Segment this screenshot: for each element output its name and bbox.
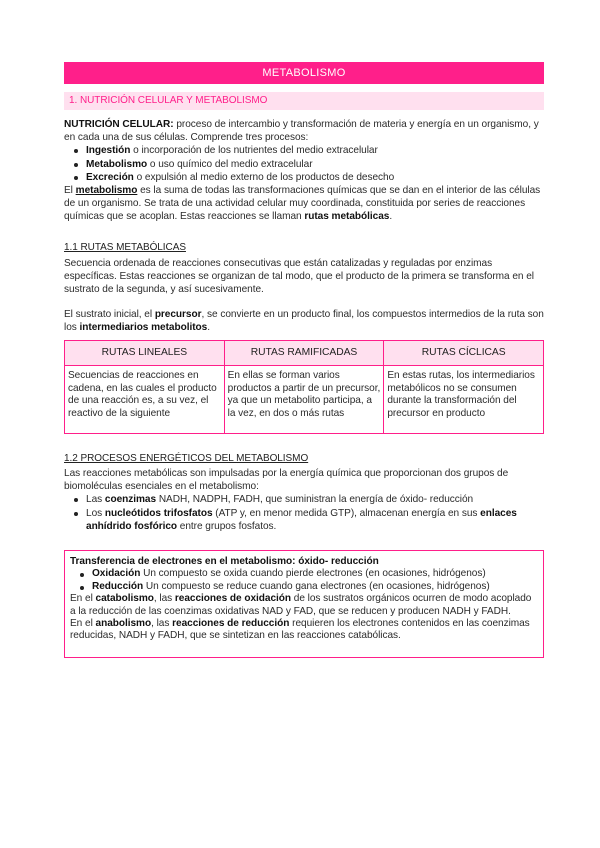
procesos-list: [64, 144, 544, 184]
nutricion-paragraph: NUTRICIÓN CELULAR: proceso de intercambio y transformación de materia y energía en un organismo, y en cada una de sus células. Comprende tres procesos:: [64, 119, 539, 144]
rutas-paragraph: Secuencia ordenada de reacciones consecutivas que están catalizadas y reguladas por enzimas específicas. Estas reacciones se organizan de tal modo, que el producto de la primera se transforma en el sustrato de la segunda, y así sucesivamente.: [64, 258, 534, 296]
list-item: Ingestión o incorporación de los nutrientes del medio extracelular: [64, 144, 544, 157]
nutricion-block: [64, 118, 544, 224]
catabolismo-paragraph: En el catabolismo, las reacciones de oxidación de los sustratos orgánicos ocurren de modo acoplado a la reducción de las coenzimas oxidativas NAD y FAD, que se reducen y producen NADH y FADH.: [70, 593, 532, 617]
rutas-block: [64, 257, 544, 334]
list-item: Excreción o expulsión al medio externo de los productos de desecho: [64, 171, 544, 184]
table-header: RUTAS LINEALES: [65, 341, 225, 366]
metabolismo-paragraph: El metabolismo es la suma de todas las transformaciones químicas que se dan en el interior de las células de un organismo. Se trata de una actividad celular muy coordinada, constituida por series de reacciones químicas que se acoplan. Estas reacciones se llaman rutas metabólicas.: [64, 185, 541, 223]
rutas-table: [64, 340, 544, 434]
section-heading: [64, 92, 544, 110]
table-header: RUTAS CÍCLICAS: [384, 341, 544, 366]
list-item: Reducción Un compuesto se reduce cuando gana electrones (en ocasiones, hidrógenos): [70, 581, 538, 593]
box-title: Transferencia de electrones en el metabolismo: óxido- reducción: [70, 556, 379, 567]
energia-list: [64, 493, 544, 533]
list-item: Las coenzimas NADH, NADPH, FADH, que suministran la energía de óxido- reducción: [64, 493, 544, 506]
table-cell: En ellas se forman varios productos a partir de un precursor, ya que un metabolito participa, a la vez, en dos o más rutas: [224, 366, 384, 434]
energia-block: [64, 467, 544, 533]
list-item: Los nucleótidos trifosfatos (ATP y, en menor medida GTP), almacenan energía en sus enlaces anhídrido fosfórico entre grupos fosfatos.: [64, 507, 544, 533]
subheading-energia: 1.2 PROCESOS ENERGÉTICOS DEL METABOLISMO: [64, 453, 309, 464]
table-header-row: [65, 341, 544, 366]
anabolismo-paragraph: En el anabolismo, las reacciones de reducción requieren los electrones contenidos en las coenzimas reducidas, NADH y FADH, que se sintetizan en las reacciones catabólicas.: [70, 618, 530, 642]
list-item: Metabolismo o uso químico del medio extracelular: [64, 158, 544, 171]
section-heading-text: 1. NUTRICIÓN CELULAR Y METABOLISMO: [69, 95, 268, 106]
table-row: [65, 366, 544, 434]
precursor-paragraph: El sustrato inicial, el precursor, se convierte en un producto final, los compuestos intermedios de la ruta son los intermediarios metabolitos.: [64, 308, 544, 333]
list-item: Oxidación Un compuesto se oxida cuando pierde electrones (en ocasiones, hidrógenos): [70, 568, 538, 580]
redox-list: [70, 568, 538, 593]
document-title: METABOLISMO: [64, 62, 544, 84]
oxido-reduccion-box: [64, 550, 544, 658]
table-cell: En estas rutas, los intermediarios metabólicos no se consumen durante la transformación del precursor en producto: [384, 366, 544, 434]
table-cell: Secuencias de reacciones en cadena, en las cuales el producto de una reacción es, a su vez, el reactivo de la siguiente: [65, 366, 225, 434]
table-header: RUTAS RAMIFICADAS: [224, 341, 384, 366]
energia-paragraph: Las reacciones metabólicas son impulsadas por la energía química que proporcionan dos grupos de biomoléculas esenciales en el metabolismo:: [64, 468, 509, 493]
subheading-rutas: 1.1 RUTAS METABÓLICAS: [64, 242, 186, 253]
